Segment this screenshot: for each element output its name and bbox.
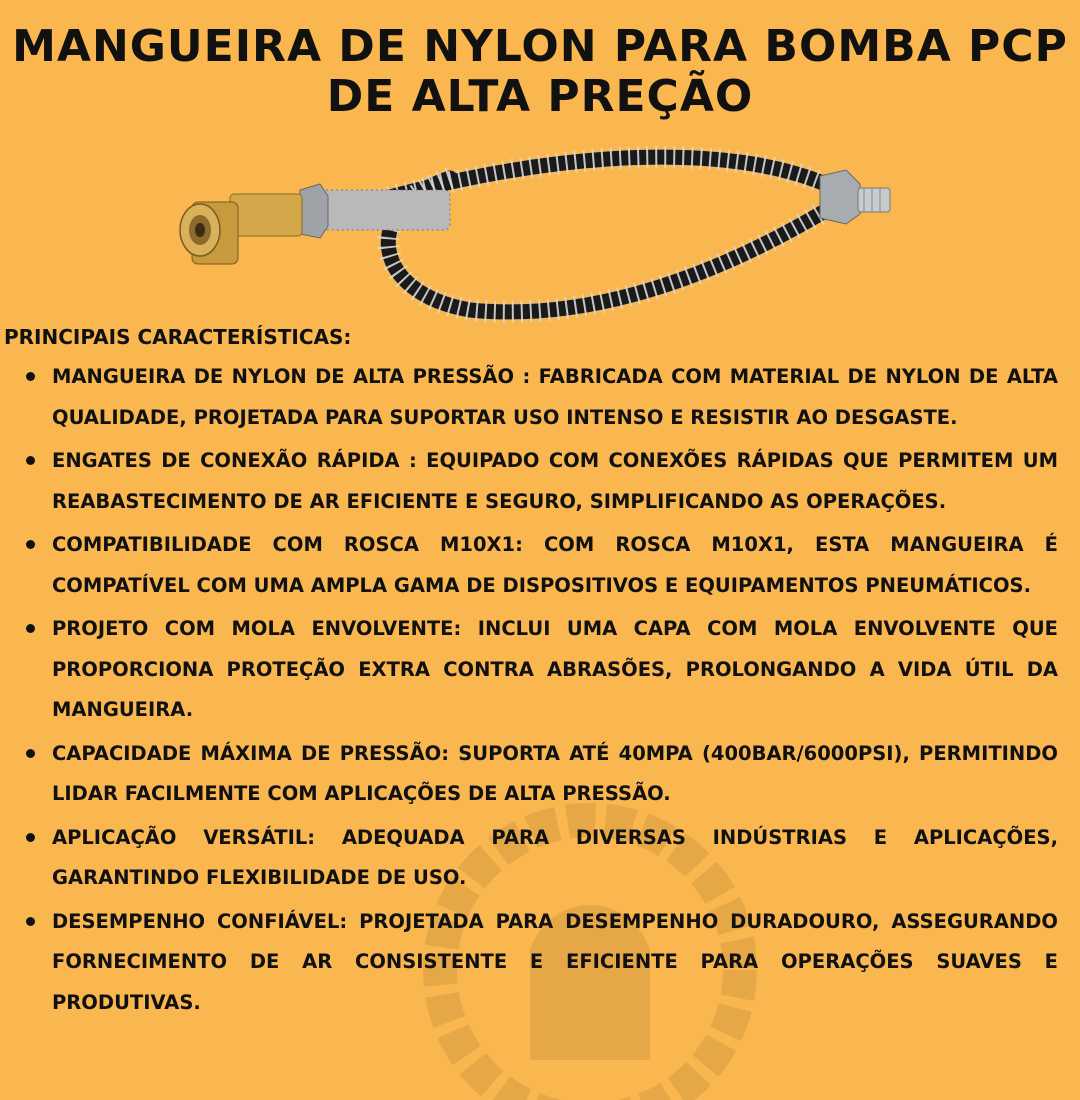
feature-item-quick-connect: ENGATES DE CONEXÃO RÁPIDA : EQUIPADO COM CONEXÕES RÁPIDAS QUE PERMITEM UM REABASTECIMENTO DE AR EFICIENTE E SEGURO, SIMPLIFICANDO AS OPERAÇÕES. (22, 441, 1058, 522)
hose-product-image (170, 118, 900, 323)
feature-item-spring-guard: PROJETO COM MOLA ENVOLVENTE: INCLUI UMA CAPA COM MOLA ENVOLVENTE QUE PROPORCIONA PROTEÇÃO EXTRA CONTRA ABRASÕES, PROLONGANDO A VIDA ÚTIL DA MANGUEIRA. (22, 609, 1058, 731)
page-title: MANGUEIRA DE NYLON PARA BOMBA PCP DE ALTA PREÇÃO (12, 21, 1068, 122)
feature-item-reliable: DESEMPENHO CONFIÁVEL: PROJETADA PARA DESEMPENHO DURADOURO, ASSEGURANDO FORNECIMENTO DE AR CONSISTENTE E EFICIENTE PARA OPERAÇÕES SUAVES E PRODUTIVAS. (22, 902, 1058, 1024)
feature-item-thread-compat: COMPATIBILIDADE COM ROSCA M10X1: COM ROSCA M10X1, ESTA MANGUEIRA É COMPATÍVEL COM UMA AMPLA GAMA DE DISPOSITIVOS E EQUIPAMENTOS PNEUMÁTICOS. (22, 525, 1058, 606)
features-heading: PRINCIPAIS CARACTERÍSTICAS: (4, 325, 352, 349)
feature-item-high-pressure: MANGUEIRA DE NYLON DE ALTA PRESSÃO : FABRICADA COM MATERIAL DE NYLON DE ALTA QUALIDADE, PROJETADA PARA SUPORTAR USO INTENSO E RESISTIR AO DESGASTE. (22, 357, 1058, 438)
feature-item-max-pressure: CAPACIDADE MÁXIMA DE PRESSÃO: SUPORTA ATÉ 40MPA (400BAR/6000PSI), PERMITINDO LIDAR FACILMENTE COM APLICAÇÕES DE ALTA PRESSÃO. (22, 734, 1058, 815)
feature-item-versatile: APLICAÇÃO VERSÁTIL: ADEQUADA PARA DIVERSAS INDÚSTRIAS E APLICAÇÕES, GARANTINDO FLEXIBILIDADE DE USO. (22, 818, 1058, 899)
features-list (22, 357, 1058, 1026)
